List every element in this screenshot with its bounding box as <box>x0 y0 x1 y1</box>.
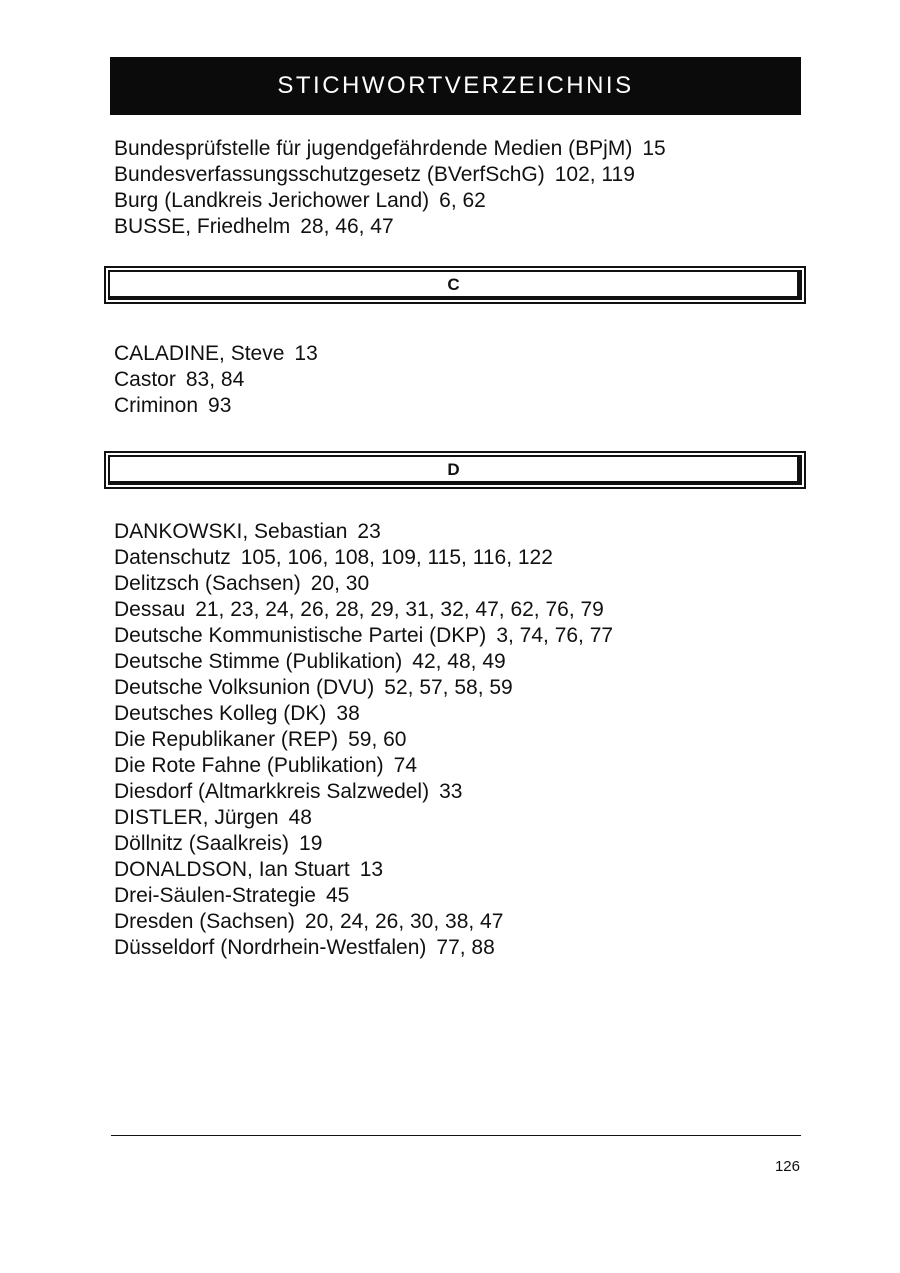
index-pages: 15 <box>642 137 666 160</box>
letter-divider-c <box>104 266 806 304</box>
index-term: Deutsches Kolleg (DK) <box>114 702 327 725</box>
index-entry <box>114 367 318 393</box>
index-term: Drei-Säulen-Strategie <box>114 884 316 907</box>
index-term: Diesdorf (Altmarkkreis Salzwedel) <box>114 780 430 803</box>
index-pages: 19 <box>299 832 323 855</box>
index-pages: 52, 57, 58, 59 <box>384 676 513 699</box>
index-entry <box>114 519 613 545</box>
index-term: Dresden (Sachsen) <box>114 910 295 933</box>
index-pages: 20, 30 <box>310 572 370 595</box>
index-term: Düsseldorf (Nordrhein-Westfalen) <box>114 936 427 959</box>
index-pages: 6, 62 <box>439 189 486 212</box>
index-term: CALADINE, Steve <box>114 342 285 365</box>
index-entry <box>114 779 613 805</box>
index-term: Burg (Landkreis Jerichower Land) <box>114 189 430 212</box>
index-term: DONALDSON, Ian Stuart <box>114 858 350 881</box>
index-pages: 21, 23, 24, 26, 28, 29, 31, 32, 47, 62, 76, 79 <box>195 598 604 621</box>
index-term: Bundesverfassungsschutzgesetz (BVerfSchG) <box>114 163 545 186</box>
footer-rule <box>111 1135 801 1136</box>
index-entry <box>114 649 613 675</box>
index-entry <box>114 214 666 240</box>
index-pages: 38 <box>336 702 360 725</box>
index-entry <box>114 883 613 909</box>
index-entry <box>114 341 318 367</box>
index-entry <box>114 571 613 597</box>
index-entry <box>114 675 613 701</box>
index-pages: 3, 74, 76, 77 <box>496 624 614 647</box>
index-entry <box>114 727 613 753</box>
index-term: DISTLER, Jürgen <box>114 806 279 829</box>
index-term: Die Republikaner (REP) <box>114 728 339 751</box>
section-letter-c: C <box>447 274 460 294</box>
index-section-c <box>114 341 318 419</box>
index-section-b <box>114 136 666 240</box>
index-pages: 28, 46, 47 <box>300 215 394 238</box>
index-pages: 74 <box>393 754 417 777</box>
index-pages: 83, 84 <box>185 368 245 391</box>
index-entry <box>114 805 613 831</box>
index-title: STICHWORTVERZEICHNIS <box>277 72 634 99</box>
index-pages: 59, 60 <box>348 728 407 751</box>
index-term: Bundesprüfstelle für jugendgefährdende Medien (BPjM) <box>114 137 633 160</box>
index-entry <box>114 136 666 162</box>
index-entry <box>114 597 613 623</box>
index-entry <box>114 909 613 935</box>
index-term: Criminon <box>114 394 199 417</box>
index-term: Die Rote Fahne (Publikation) <box>114 754 384 777</box>
page-number: 126 <box>774 1158 800 1175</box>
index-term: DANKOWSKI, Sebastian <box>114 520 348 543</box>
index-term: Deutsche Kommunistische Partei (DKP) <box>114 624 487 647</box>
section-letter-d: D <box>447 459 460 479</box>
letter-divider-d <box>104 451 806 489</box>
index-term: Datenschutz <box>114 546 231 569</box>
index-term: Deutsche Volksunion (DVU) <box>114 676 375 699</box>
index-term: BUSSE, Friedhelm <box>114 215 291 238</box>
index-entry <box>114 831 613 857</box>
index-pages: 23 <box>357 520 381 543</box>
index-term: Castor <box>114 368 176 391</box>
index-pages: 93 <box>208 394 232 417</box>
index-pages: 42, 48, 49 <box>412 650 506 673</box>
index-pages: 13 <box>294 342 318 365</box>
index-entry <box>114 753 613 779</box>
index-pages: 45 <box>325 884 350 907</box>
index-entry <box>114 162 666 188</box>
index-pages: 13 <box>359 858 384 881</box>
index-term: Dessau <box>114 598 186 621</box>
index-pages: 77, 88 <box>436 936 495 959</box>
index-header-bar <box>110 57 801 115</box>
index-entry <box>114 393 318 419</box>
index-pages: 20, 24, 26, 30, 38, 47 <box>304 910 504 933</box>
index-entry <box>114 935 613 961</box>
index-entry <box>114 857 613 883</box>
index-pages: 33 <box>439 780 463 803</box>
index-section-d <box>114 519 613 961</box>
index-term: Delitzsch (Sachsen) <box>114 572 301 595</box>
index-entry <box>114 623 613 649</box>
index-pages: 105, 106, 108, 109, 115, 116, 122 <box>240 546 553 569</box>
index-pages: 102, 119 <box>554 163 635 186</box>
index-entry <box>114 701 613 727</box>
index-entry <box>114 188 666 214</box>
index-term: Döllnitz (Saalkreis) <box>114 832 290 855</box>
index-term: Deutsche Stimme (Publikation) <box>114 650 403 673</box>
index-pages: 48 <box>288 806 312 829</box>
index-entry <box>114 545 613 571</box>
